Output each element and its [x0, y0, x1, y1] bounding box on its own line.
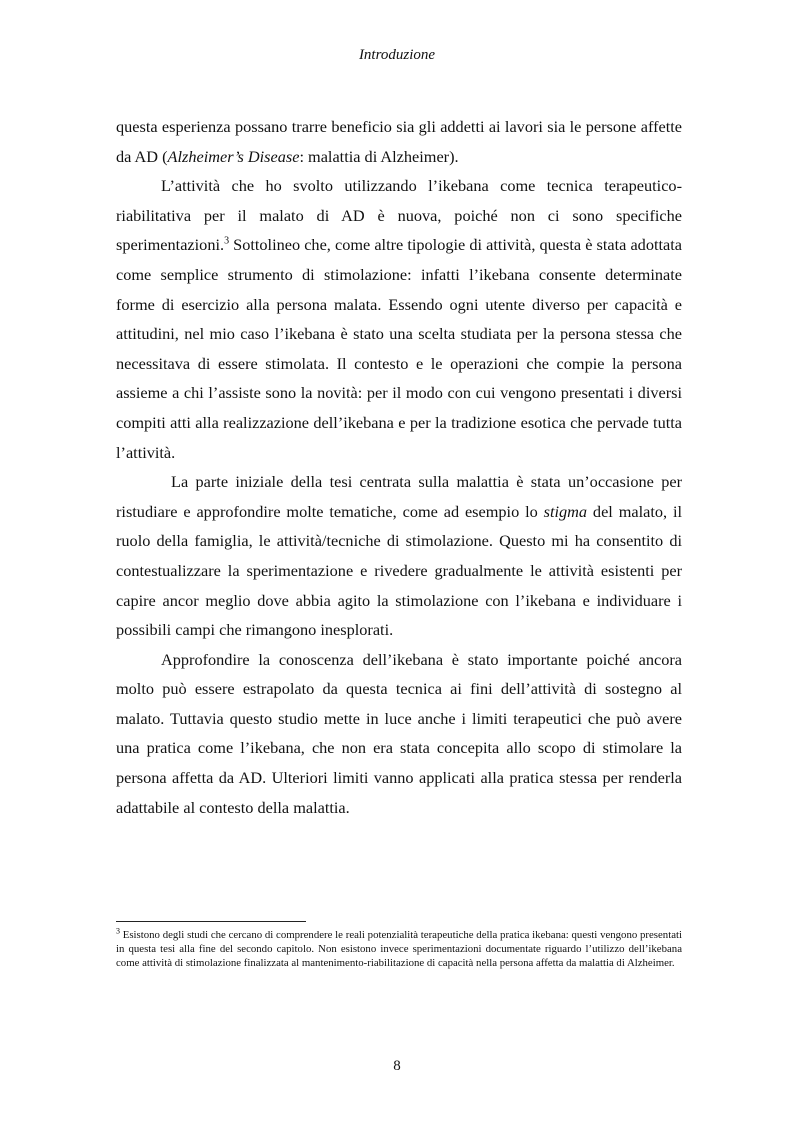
footnote-reference[interactable]: 3: [224, 235, 230, 247]
footnote-separator: [116, 921, 306, 922]
paragraph-3: [116, 467, 682, 645]
footnote-number: 3: [116, 926, 120, 936]
running-header: Introduzione: [358, 47, 436, 63]
paragraph-3-text-a: La parte iniziale della tesi centrata sulla malattia è stata un’occasione per ristudiare e approfondire molte tematiche, come ad esempio lo: [116, 472, 682, 521]
paragraph-2-text-a: L’attività che ho svolto utilizzando l’ikebana come tecnica terapeutico-riabilitativa per il malato di AD è nuova, poiché non ci sono specifiche sperimentazioni.: [116, 176, 682, 255]
paragraph-2: [116, 171, 682, 467]
body-text: [116, 112, 682, 822]
paragraph-3-italic: stigma: [543, 501, 588, 521]
paragraph-1-text-b: : malattia di Alzheimer).: [299, 146, 459, 166]
paragraph-1: [116, 112, 682, 171]
page-number: 8: [393, 1058, 401, 1074]
footnote-text: Esistono degli studi che cercano di comprendere le reali potenzialità terapeutiche della pratica ikebana: questi vengono presentati in questa tesi alla fine del secondo capitolo. Non esistono invece sperimentazioni documentate riguardo l’utilizzo dell’ikebana come attività di stimolazione finalizzata al mantenimento-riabilitazione di capacità nella persona affetta da malattia di Alzheimer.: [116, 929, 682, 970]
footnote: [116, 928, 682, 971]
paragraph-3-text-b: del malato, il ruolo della famiglia, le attività/tecniche di stimolazione. Questo mi ha consentito di contestualizzare la sperimentazione e rivedere gradualmente le attività esistenti per capire ancor meglio dove abbia agito la stimolazione con l’ikebana e individuare i possibili campi che rimangono inesplorati.: [116, 501, 682, 640]
paragraph-1-text-a: questa esperienza possano trarre beneficio sia gli addetti ai lavori sia le persone affette da AD (: [116, 117, 682, 166]
paragraph-4: Approfondire la conoscenza dell’ikebana è stato importante poiché ancora molto può essere estrapolato da questa tecnica ai fini dell’attività di sostegno al malato. Tuttavia questo studio mette in luce anche i limiti terapeutici che può avere una pratica come l’ikebana, che non era stata concepita allo scopo di stimolare la persona affetta da AD. Ulteriori limiti vanno applicati alla pratica stessa per renderla adattabile al contesto della malattia.: [116, 649, 682, 817]
paragraph-1-italic: Alzheimer’s Disease: [167, 146, 300, 166]
paragraph-2-text-b: Sottolineo che, come altre tipologie di attività, questa è stata adottata come semplice strumento di stimolazione: infatti l’ikebana consente determinate forme di esercizio alla persona malata. Essendo ogni utente diverso per capacità e attitudini, nel mio caso l’ikebana è stato una scelta studiata per la persona stessa che necessitava di essere stimolata. Il contesto e le operazioni che compie la persona assieme a chi l’assiste sono la novità: per il modo con cui vengono presentati i diversi compiti atti alla realizzazione dell’ikebana e per la tradizione esotica che pervade tutta l’attività.: [116, 235, 682, 462]
